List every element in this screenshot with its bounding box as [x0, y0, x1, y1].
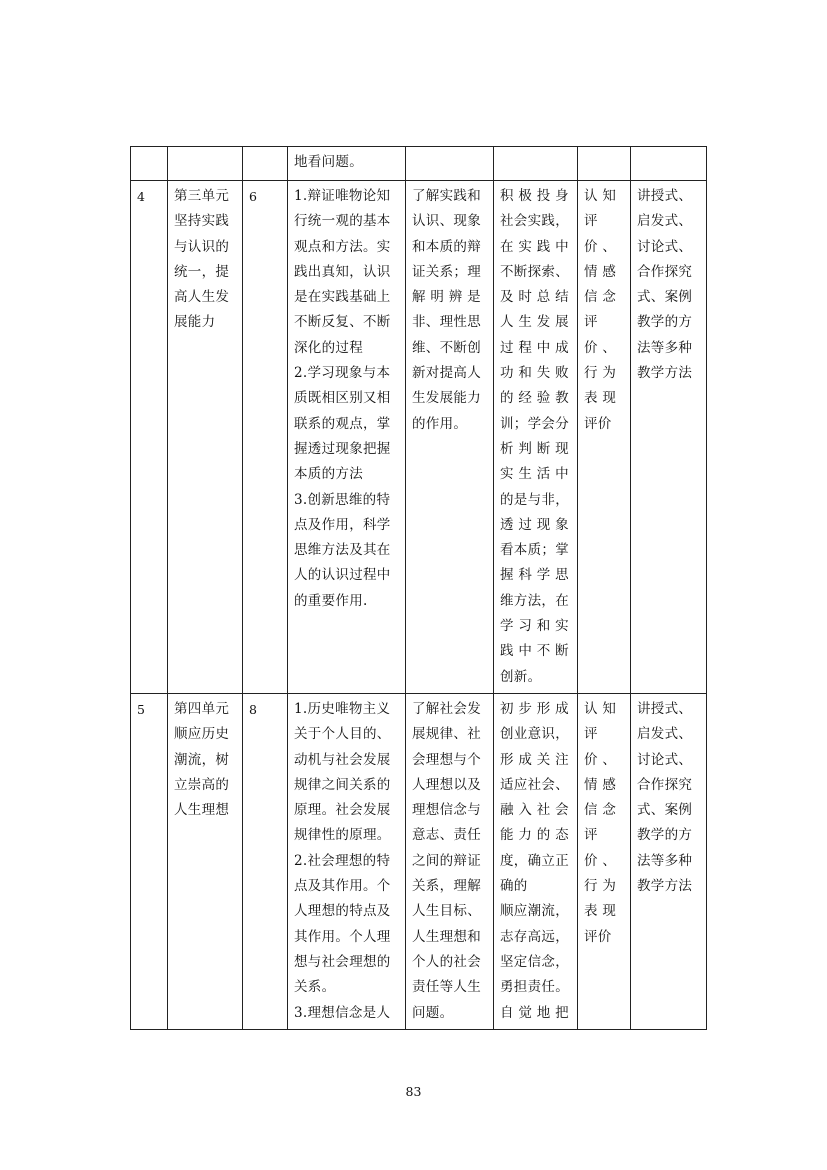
unit-cell [168, 693, 243, 1029]
cell-line: 非、理性思 [412, 314, 481, 331]
cell-line: 意志、责任 [412, 827, 481, 844]
cell-line: 坚定信念， [500, 953, 569, 970]
cell-line: 问题。 [412, 1004, 454, 1021]
evaluation-cell [578, 693, 631, 1029]
evaluation-cell [578, 181, 631, 694]
cell-line: 勇担责任。 [500, 979, 569, 996]
cell-line: 高人生发 [174, 289, 230, 306]
cell-line: 想与社会理想的 [294, 953, 391, 970]
cell-line: 法等多种 [637, 852, 693, 869]
cell-line: 认 知 [584, 188, 617, 204]
cell-line: 展能力 [174, 314, 216, 331]
cell-line: 解 明 辨 是 [412, 289, 481, 306]
cell-line: 原理。社会发展 [294, 802, 391, 819]
cell-line: 讨论式、 [637, 751, 693, 768]
cell-line: 社会实践， [500, 213, 569, 230]
cell-line: 启发式、 [637, 213, 693, 230]
cell-line: 认 知 [584, 700, 617, 717]
cell-line: 展规律、社 [412, 726, 481, 743]
table-row [131, 181, 707, 694]
cell-line: 人理想的特点及 [294, 903, 391, 920]
cell-line: 讲授式、 [637, 188, 693, 204]
cell-line: 思维方法及其在 [294, 542, 391, 559]
content-text: 地看问题。 [294, 154, 363, 170]
content-cell [288, 181, 406, 694]
cell-line: 评价 [584, 928, 612, 945]
cell-line: 个人的社会 [412, 953, 481, 970]
cell-line: 式、案例 [637, 289, 693, 306]
cell-line: 联系的观点，掌 [294, 415, 391, 432]
cell-line: 2.社会理想的特 [294, 852, 391, 869]
cell-line: 第四单元 [174, 700, 230, 717]
knowledge-cell [406, 693, 494, 1029]
cell-line: 教学方法 [637, 365, 693, 382]
cell-line: 立崇高的 [174, 776, 230, 793]
cell-line: 评 [584, 726, 598, 743]
hours-cell: 6 [243, 181, 288, 694]
cell-line: 价 、 [584, 339, 617, 356]
cell-line: 教学的方 [637, 314, 693, 331]
cell-line: 关系。 [294, 979, 336, 996]
ability-cell [494, 693, 578, 1029]
cell-line: 之间的辩证 [412, 852, 481, 869]
cell-line: 价 、 [584, 852, 617, 869]
cell-line: 表 现 [584, 390, 617, 407]
cell-line: 评 [584, 314, 598, 331]
method-cell [631, 181, 707, 694]
cell-line: 信 念 [584, 802, 617, 819]
cell-line: 价 、 [584, 238, 617, 255]
method-cell [631, 693, 707, 1029]
index-cell [131, 147, 168, 181]
cell-line: 人生理想 [174, 802, 230, 819]
cell-line: 合作探究 [637, 263, 693, 280]
cell-line: 训；学会分 [500, 415, 569, 432]
cell-line: 握透过现象把握 [294, 440, 391, 457]
cell-line: 评价 [584, 415, 612, 432]
cell-line: 积 极 投 身 [500, 188, 569, 204]
cell-line: 第三单元 [174, 188, 230, 204]
cell-line: 顺应历史 [174, 726, 230, 743]
cell-line: 和本质的辩 [412, 238, 481, 255]
unit-cell [168, 181, 243, 694]
cell-line: 是在实践基础上 [294, 289, 391, 306]
cell-line: 人生理想和 [412, 928, 481, 945]
cell-line: 式、案例 [637, 802, 693, 819]
cell-line: 践 中 不 断 [500, 643, 569, 660]
table-row [131, 693, 707, 1029]
cell-line: 看本质；掌 [500, 542, 569, 559]
knowledge-cell [406, 147, 494, 181]
method-cell [631, 147, 707, 181]
cell-line: 行 为 [584, 878, 617, 895]
content-cell [288, 147, 406, 181]
unit-cell [168, 147, 243, 181]
cell-line: 评 [584, 827, 598, 844]
cell-line: 创新。 [500, 668, 542, 685]
cell-line: 志存高远， [500, 928, 569, 945]
cell-line: 深化的过程 [294, 339, 363, 356]
cell-line: 关系，理解 [412, 878, 481, 895]
cell-line: 自 觉 地 把 [500, 1004, 569, 1021]
cell-line: 统一，提 [174, 263, 230, 280]
continuation-row [131, 147, 707, 181]
ability-cell [494, 147, 578, 181]
cell-line: 适应社会、 [500, 776, 569, 793]
cell-line: 其作用。个人理 [294, 928, 391, 945]
cell-line: 握 科 学 思 [500, 567, 569, 584]
cell-line: 教学方法 [637, 878, 693, 895]
cell-line: 过 程 中 成 [500, 339, 569, 356]
cell-line: 讲授式、 [637, 700, 693, 717]
cell-line: 认识、现象 [412, 213, 481, 230]
cell-line: 理想信念与 [412, 802, 481, 819]
cell-line: 情 感 [584, 263, 617, 280]
cell-line: 不断反复、不断 [294, 314, 391, 331]
cell-line: 信 念 [584, 289, 617, 306]
cell-line: 生发展能力 [412, 390, 481, 407]
row-index: 4 [131, 181, 168, 694]
cell-line: 情 感 [584, 776, 617, 793]
cell-line: 坚持实践 [174, 213, 230, 230]
cell-line: 3.理想信念是人 [294, 1004, 391, 1021]
cell-line: 价 、 [584, 751, 617, 768]
cell-line: 点及其作用。个 [294, 878, 391, 895]
cell-line: 人理想以及 [412, 776, 481, 793]
cell-line: 规律之间关系的 [294, 776, 391, 793]
cell-line: 形 成 关 注 [500, 751, 569, 768]
cell-line: 点及作用，科学 [294, 516, 391, 533]
cell-line: 关于个人目的、 [294, 726, 391, 743]
cell-line: 观点和方法。实 [294, 238, 391, 255]
cell-line: 的 经 验 教 [500, 390, 569, 407]
cell-line: 践出真知，认识 [294, 263, 391, 280]
cell-line: 1.历史唯物主义 [294, 700, 391, 717]
cell-line: 潮流，树 [174, 751, 230, 768]
cell-line: 实 生 活 中 [500, 466, 569, 483]
cell-line: 及 时 总 结 [500, 289, 569, 306]
hours-cell: 8 [243, 693, 288, 1029]
cell-line: 3.创新思维的特 [294, 491, 391, 508]
cell-line: 透 过 现 象 [500, 516, 569, 533]
cell-line: 的重要作用. [294, 592, 368, 609]
ability-cell [494, 181, 578, 694]
cell-line: 会理想与个 [412, 751, 481, 768]
cell-line: 法等多种 [637, 339, 693, 356]
cell-line: 质既相区别又相 [294, 390, 391, 407]
cell-line: 能 力 的 态 [500, 827, 569, 844]
hours-cell [243, 147, 288, 181]
cell-line: 启发式、 [637, 726, 693, 743]
cell-line: 学 习 和 实 [500, 618, 569, 635]
cell-line: 人 生 发 展 [500, 314, 569, 331]
cell-line: 功 和 失 败 [500, 365, 569, 382]
cell-line: 合作探究 [637, 776, 693, 793]
cell-line: 表 现 [584, 903, 617, 920]
cell-line: 确的 [500, 878, 528, 895]
cell-line: 行统一观的基本 [294, 213, 391, 230]
evaluation-cell [578, 147, 631, 181]
cell-line: 创业意识， [500, 726, 569, 743]
cell-line: 顺应潮流， [500, 903, 569, 920]
cell-line: 不断探索、 [500, 263, 569, 280]
cell-line: 了解实践和 [412, 188, 481, 204]
cell-line: 2.学习现象与本 [294, 365, 391, 382]
cell-line: 本质的方法 [294, 466, 363, 483]
row-index: 5 [131, 693, 168, 1029]
cell-line: 新对提高人 [412, 365, 481, 382]
cell-line: 的作用。 [412, 415, 468, 432]
cell-line: 规律性的原理。 [294, 827, 391, 844]
cell-line: 与认识的 [174, 238, 230, 255]
cell-line: 初 步 形 成 [500, 700, 569, 717]
cell-line: 维方法，在 [500, 592, 569, 609]
cell-line: 行 为 [584, 365, 617, 382]
cell-line: 动机与社会发展 [294, 751, 391, 768]
page-number: 83 [405, 1084, 422, 1099]
cell-line: 的是与非， [500, 491, 569, 508]
content-cell [288, 693, 406, 1029]
cell-line: 析 判 断 现 [500, 440, 569, 457]
cell-line: 在 实 践 中 [500, 238, 569, 255]
cell-line: 了解社会发 [412, 700, 481, 717]
cell-line: 人的认识过程中 [294, 567, 391, 584]
cell-line: 教学的方 [637, 827, 693, 844]
curriculum-table [130, 146, 707, 1030]
cell-line: 维、不断创 [412, 339, 481, 356]
cell-line: 人生目标、 [412, 903, 481, 920]
cell-line: 1.辩证唯物论知 [294, 188, 391, 204]
cell-line: 讨论式、 [637, 238, 693, 255]
knowledge-cell [406, 181, 494, 694]
cell-line: 度，确立正 [500, 852, 569, 869]
cell-line: 证关系；理 [412, 263, 481, 280]
cell-line: 责任等人生 [412, 979, 481, 996]
cell-line: 评 [584, 213, 598, 230]
cell-line: 融 入 社 会 [500, 802, 569, 819]
